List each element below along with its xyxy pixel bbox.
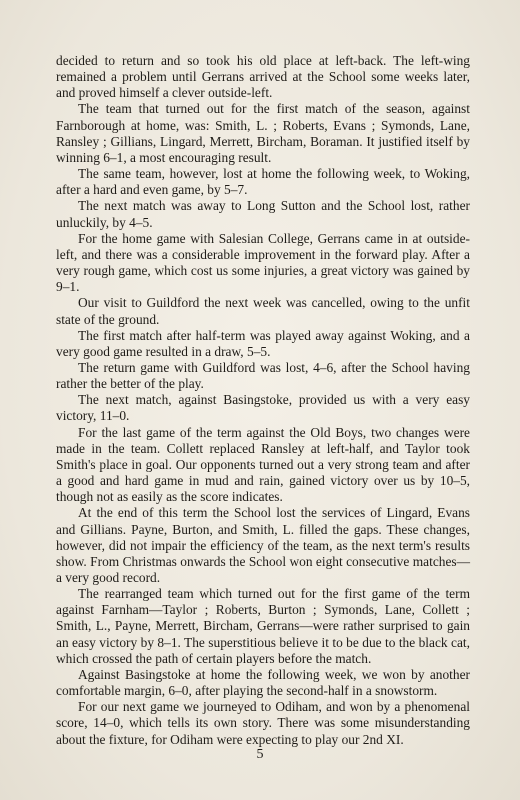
paragraph: The rearranged team which turned out for the first game of the term against Farnham—Taylor ; Roberts, Burton ; Symonds, Lane, Collett ; Smith, L., Payne, Merrett, Bircham, Gerrans—were rather surprised to gain an easy victory by 8–1. The superstitious believe it to be due to the black cat, which crossed the path of certain players before the match. — [56, 586, 470, 666]
paragraph: decided to return and so took his old place at left-back. The left-wing remained a problem until Gerrans arrived at the School some weeks later, and proved himself a clever outside-left. — [56, 53, 470, 101]
page-number: 5 — [256, 747, 264, 762]
paragraph: Against Basingstoke at home the following week, we won by another comfortable margin, 6–0, after playing the second-half in a snowstorm. — [56, 666, 470, 699]
paragraph: For the last game of the term against the Old Boys, two changes were made in the team. Collett replaced Ransley at left-half, and Taylor took Smith's place in goal. Our opponents turned out a very strong team and after a good and hard game in mud and rain, gained victory over us by 10–5, though not as easily as the score indicates. — [56, 424, 470, 505]
paragraph: At the end of this term the School lost the services of Lingard, Evans and Gillians. Payne, Burton, and Smith, L. filled the gaps. These changes, however, did not impair the efficiency of the team, as the next term's results show. From Christmas onwards the School won eight consecutive matches—a very good record. — [56, 505, 470, 585]
paragraph: The next match was away to Long Sutton and the School lost, rather unluckily, by 4–5. — [56, 198, 470, 230]
paragraph: For the home game with Salesian College, Gerrans came in at outside-left, and there was a considerable improvement in the forward play. After a very rough game, which cost us some injuries, a great victory was gained by 9–1. — [56, 230, 470, 295]
paragraph: Our visit to Guildford the next week was cancelled, owing to the unfit state of the ground. — [56, 295, 470, 327]
paragraph: For our next game we journeyed to Odiham, and won by a phenomenal score, 14–0, which tells its own story. There was some misunderstanding about the fixture, for Odiham were expecting to play our 2nd XI. — [56, 699, 470, 747]
paragraph: The next match, against Basingstoke, provided us with a very easy victory, 11–0. — [56, 392, 470, 424]
body-text — [56, 53, 470, 748]
paragraph: The return game with Guildford was lost, 4–6, after the School having rather the better of the play. — [56, 359, 470, 392]
paragraph: The same team, however, lost at home the following week, to Woking, after a hard and even game, by 5–7. — [56, 166, 470, 198]
paragraph: The first match after half-term was played away against Woking, and a very good game resulted in a draw, 5–5. — [56, 327, 470, 359]
paragraph: The team that turned out for the first match of the season, against Farnborough at home, was: Smith, L. ; Roberts, Evans ; Symonds, Lane, Ransley ; Gillians, Lingard, Merrett, Bircham, Boraman. It justified itself by winning 6–1, a most encouraging result. — [56, 101, 470, 165]
